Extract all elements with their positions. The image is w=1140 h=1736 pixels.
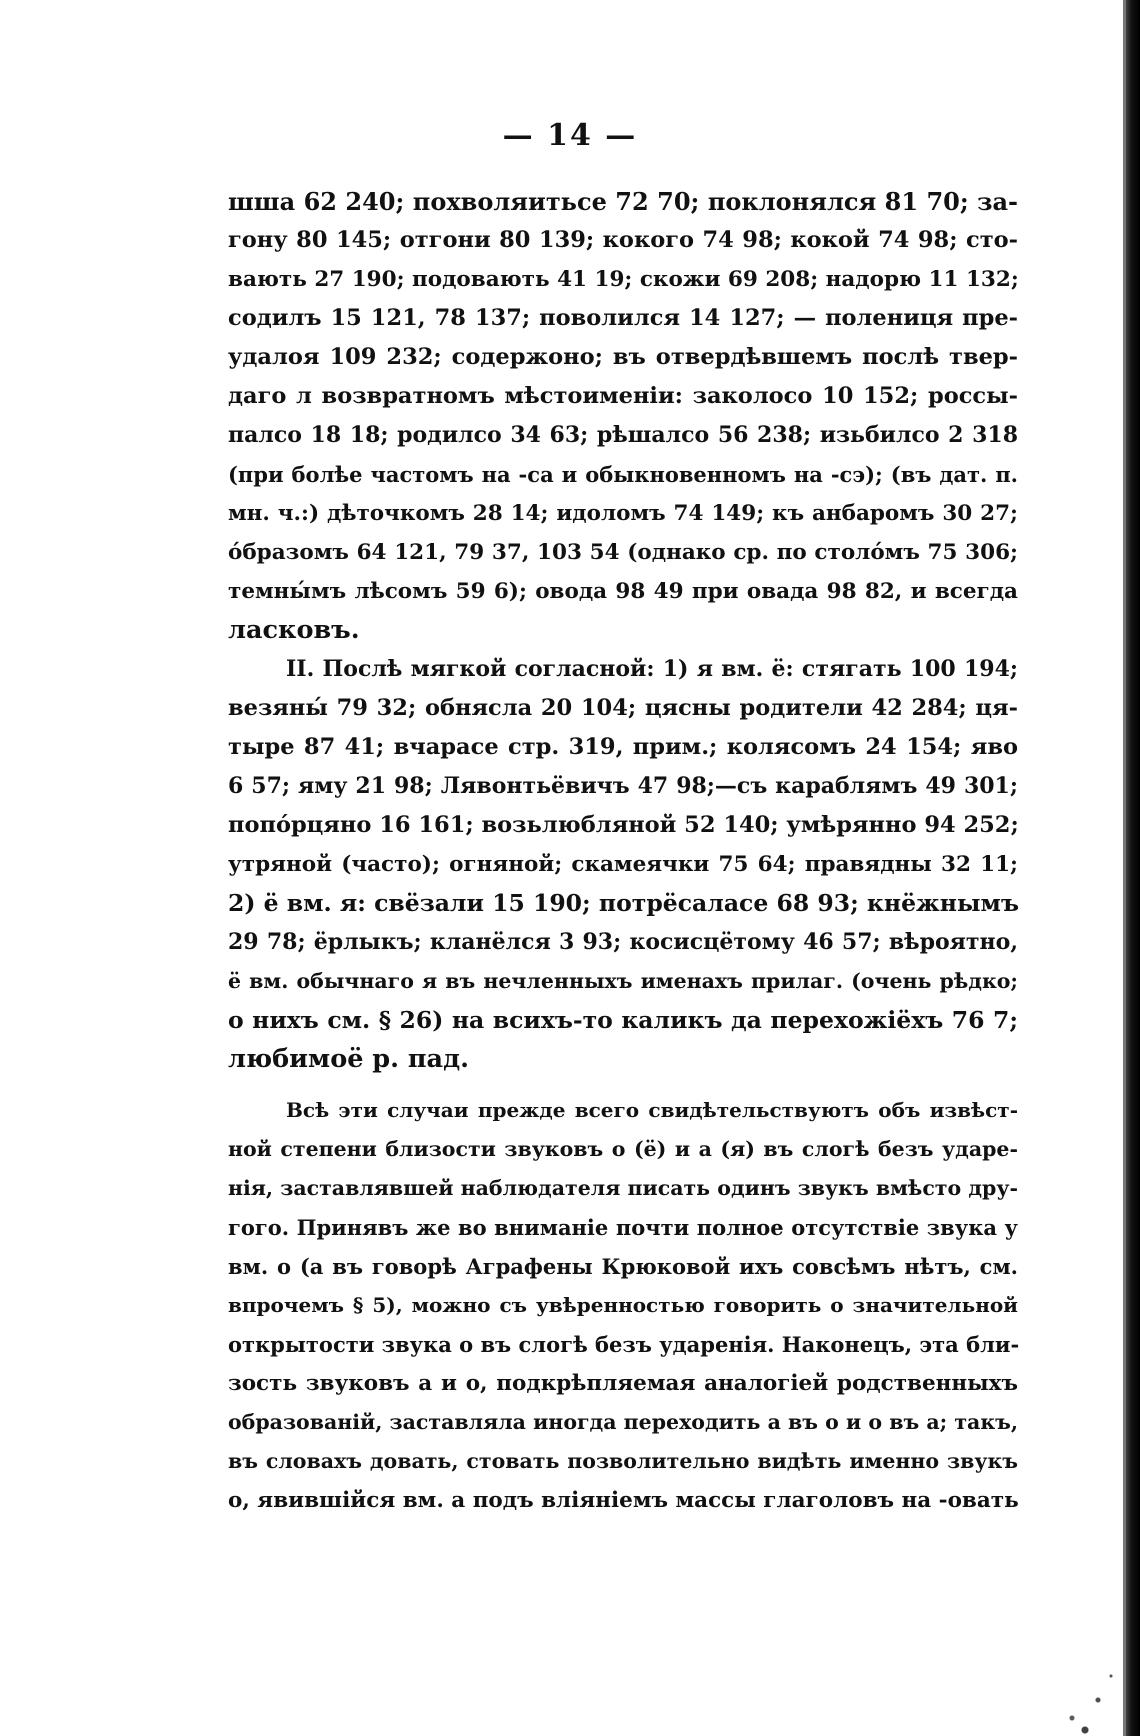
text-line: 2) ё вм. я: свёзали 15 190; потрёсаласе 68 93; кнёжнымъ [228, 889, 1019, 917]
text-line: темны́мъ лѣсомъ 59 6); овода 98 49 при овада 98 82, и всегда [228, 579, 1018, 604]
text-line: шша 62 240; похволяитьсе 72 70; поклонялся 81 70; за- [228, 187, 1018, 216]
text-line: везяны́ 79 32; обнясла 20 104; цясны родители 42 284; ця- [228, 695, 1018, 721]
text-line: ё вм. обычнаго я въ нечленныхъ именахъ прилаг. (очень рѣдко; [228, 969, 1018, 993]
text-line: Всѣ эти случаи прежде всего свидѣтельствуютъ объ извѣст- [286, 1098, 1018, 1122]
text-line: любимоё р. пад. [228, 1044, 469, 1074]
text-line: о, явившійся вм. а подъ вліяніемъ массы глаголовъ на -овать [228, 1488, 1019, 1513]
text-line: содилъ 15 121, 78 137; поволился 14 127; — полениця пре- [228, 305, 1018, 331]
text-line: утряной (часто); огняной; скамеячки 75 64; правядны 32 11; [228, 852, 1018, 877]
page-number: — 14 — [502, 118, 638, 153]
text-line: II. Послѣ мягкой согласной: 1) я вм. ё: стягать 100 194; [286, 656, 1018, 682]
text-line: открытости звука о въ слогѣ безъ ударенія. Наконецъ, эта бли- [228, 1332, 1020, 1357]
text-line: нія, заставлявшей наблюдателя писать одинъ звукъ вмѣсто дру- [228, 1176, 1018, 1200]
page-edge-border [1126, 0, 1140, 1736]
text-line: тыре 87 41; вчарасе стр. 319, прим.; колясомъ 24 154; яво [228, 734, 1018, 760]
text-line: гону 80 145; отгони 80 139; кокого 74 98; кокой 74 98; сто- [228, 227, 1018, 253]
text-line: 6 57; яму 21 98; Лявонтьёвичъ 47 98;—съ караблямъ 49 301; [228, 773, 1018, 799]
text-line: попóрцяно 16 161; возьлюбляной 52 140; умѣрянно 94 252; [228, 812, 1019, 838]
text-line: óбразомъ 64 121, 79 37, 103 54 (однако ср. по столóмъ 75 306; [228, 540, 1018, 565]
text-line: образованій, заставляла иногда переходить а въ о и о въ а; такъ, [228, 1410, 1018, 1434]
scan-noise [994, 1616, 1124, 1736]
text-line: мн. ч.:) дѣточкомъ 28 14; идоломъ 74 149; къ анбаромъ 30 27; [228, 501, 1018, 526]
text-line: палсо 18 18; родилсо 34 63; рѣшалсо 56 238; изьбилсо 2 318 [228, 422, 1018, 448]
text-line: о нихъ см. § 26) на всихъ-то каликъ да перехожіёхъ 76 7; [228, 1006, 1018, 1034]
text-line: впрочемъ § 5), можно съ увѣренностью говорить о значительной [228, 1293, 1018, 1317]
text-line: вм. о (а въ говорѣ Аграфены Крюковой ихъ совсѣмъ нѣтъ, см. [228, 1254, 1018, 1279]
paragraph-gap [228, 1079, 1018, 1091]
text-line: (при болѣе частомъ на -са и обыкновенномъ на -сэ); (въ дат. п. [228, 462, 1018, 487]
text-line: ной степени близости звуковъ о (ё) и а (я) въ слогѣ безъ ударе- [228, 1137, 1018, 1161]
text-line: гого. Принявъ же во вниманіе почти полное отсутствіе звука у [228, 1215, 1018, 1240]
text-line: вають 27 190; подовають 41 19; скожи 69 208; надорю 11 132; [228, 267, 1019, 292]
text-line: зость звуковъ а и о, подкрѣпляемая аналогіей родственныхъ [228, 1371, 1018, 1396]
text-line: въ словахъ довать, стовать позволительно видѣть именно звукъ [228, 1449, 1018, 1473]
text-line: ласковъ. [228, 615, 360, 645]
main-text [228, 182, 1018, 1520]
text-line: 29 78; ёрлыкъ; кланёлся 3 93; косисцётому 46 57; вѣроятно, [228, 929, 1018, 955]
text-line: даго л возвратномъ мѣстоименіи: заколосо 10 152; россы- [228, 383, 1018, 409]
text-line: удалоя 109 232; содержоно; въ отвердѣвшемъ послѣ твер- [228, 344, 1018, 370]
